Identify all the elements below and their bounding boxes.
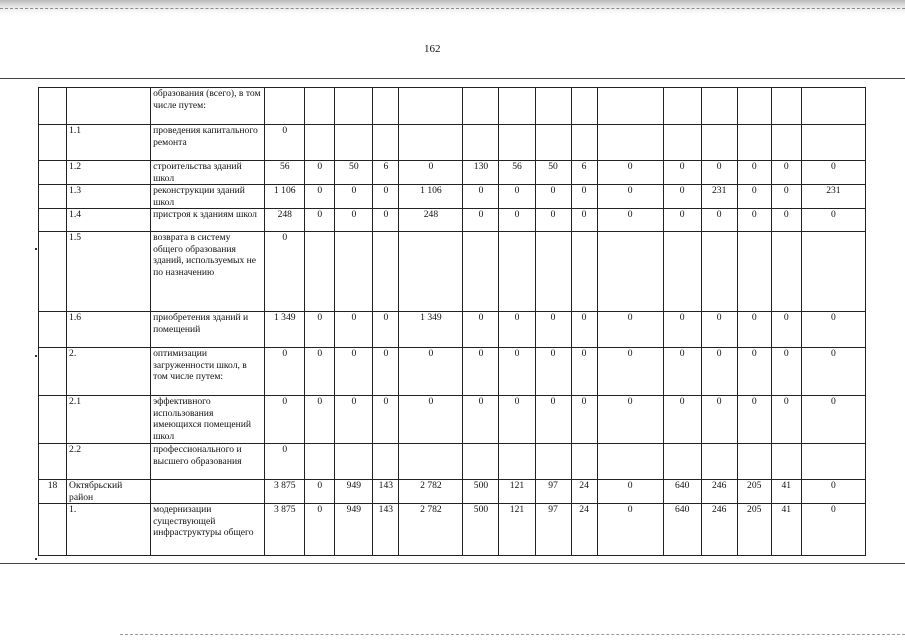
item-id-cell: 1.5 (67, 232, 151, 312)
row-number-cell (39, 396, 67, 444)
value-cell: 0 (305, 504, 335, 556)
value-cell: 0 (535, 185, 571, 209)
value-cell: 0 (373, 348, 399, 396)
item-id-cell: 1.4 (67, 209, 151, 232)
value-cell: 0 (305, 161, 335, 185)
value-cell: 0 (305, 348, 335, 396)
value-cell (801, 88, 865, 125)
value-cell: 0 (399, 161, 463, 185)
row-number-cell (39, 185, 67, 209)
value-cell: 0 (265, 444, 305, 480)
row-number-cell (39, 348, 67, 396)
value-cell (499, 88, 535, 125)
value-cell: 97 (535, 480, 571, 504)
value-cell (597, 444, 663, 480)
value-cell (597, 88, 663, 125)
value-cell: 2 782 (399, 504, 463, 556)
value-cell: 0 (801, 348, 865, 396)
value-cell: 0 (663, 161, 701, 185)
scan-top-edge (0, 0, 905, 14)
value-cell: 0 (701, 161, 737, 185)
value-cell: 1 106 (265, 185, 305, 209)
table-row (39, 232, 866, 312)
value-cell: 0 (771, 348, 801, 396)
value-cell: 0 (335, 185, 373, 209)
value-cell: 0 (335, 209, 373, 232)
value-cell: 246 (701, 504, 737, 556)
value-cell: 0 (597, 161, 663, 185)
value-cell: 0 (373, 185, 399, 209)
value-cell: 0 (701, 209, 737, 232)
value-cell (663, 125, 701, 161)
row-number-cell (39, 444, 67, 480)
row-number-cell (39, 161, 67, 185)
value-cell: 0 (499, 396, 535, 444)
value-cell (737, 125, 771, 161)
value-cell (663, 88, 701, 125)
item-id-cell: 1.1 (67, 125, 151, 161)
value-cell (305, 88, 335, 125)
value-cell: 143 (373, 504, 399, 556)
table-row (39, 444, 866, 480)
value-cell: 246 (701, 480, 737, 504)
scan-bottom-edge (120, 634, 905, 635)
value-cell: 0 (571, 396, 597, 444)
value-cell: 0 (265, 396, 305, 444)
value-cell (597, 125, 663, 161)
value-cell: 0 (597, 209, 663, 232)
value-cell: 6 (571, 161, 597, 185)
description-cell: реконструкции зданий школ (151, 185, 265, 209)
value-cell: 0 (571, 209, 597, 232)
value-cell: 50 (335, 161, 373, 185)
value-cell: 0 (801, 396, 865, 444)
value-cell: 3 875 (265, 480, 305, 504)
value-cell (535, 88, 571, 125)
value-cell: 0 (373, 312, 399, 348)
value-cell: 0 (801, 209, 865, 232)
value-cell (399, 88, 463, 125)
value-cell (463, 125, 499, 161)
description-cell: образования (всего), в том числе путем: (151, 88, 265, 125)
description-cell (151, 480, 265, 504)
value-cell (373, 444, 399, 480)
value-cell: 0 (597, 348, 663, 396)
value-cell: 231 (701, 185, 737, 209)
item-id-cell (67, 88, 151, 125)
value-cell: 248 (265, 209, 305, 232)
row-number-cell (39, 125, 67, 161)
table-row (39, 396, 866, 444)
value-cell: 949 (335, 504, 373, 556)
value-cell: 0 (771, 312, 801, 348)
value-cell: 0 (701, 348, 737, 396)
value-cell (801, 125, 865, 161)
item-id-cell: 1.3 (67, 185, 151, 209)
value-cell (499, 444, 535, 480)
value-cell: 0 (663, 312, 701, 348)
value-cell: 0 (663, 396, 701, 444)
value-cell: 41 (771, 480, 801, 504)
value-cell (701, 444, 737, 480)
value-cell: 0 (335, 396, 373, 444)
value-cell: 0 (597, 396, 663, 444)
value-cell: 50 (535, 161, 571, 185)
value-cell (463, 444, 499, 480)
value-cell: 0 (463, 312, 499, 348)
description-cell: проведения капитального ремонта (151, 125, 265, 161)
value-cell: 0 (499, 185, 535, 209)
value-cell (771, 125, 801, 161)
row-number-cell (39, 232, 67, 312)
budget-table (38, 87, 866, 556)
value-cell (373, 88, 399, 125)
value-cell (571, 232, 597, 312)
item-id-cell: 1. (67, 504, 151, 556)
value-cell: 0 (597, 312, 663, 348)
value-cell: 0 (771, 396, 801, 444)
value-cell: 0 (535, 396, 571, 444)
value-cell: 0 (305, 312, 335, 348)
value-cell (801, 232, 865, 312)
value-cell (571, 88, 597, 125)
value-cell: 0 (571, 185, 597, 209)
value-cell: 121 (499, 504, 535, 556)
value-cell: 248 (399, 209, 463, 232)
page-number: 162 (424, 43, 441, 55)
value-cell: 97 (535, 504, 571, 556)
value-cell: 231 (801, 185, 865, 209)
value-cell (663, 232, 701, 312)
value-cell (305, 232, 335, 312)
value-cell (737, 444, 771, 480)
value-cell: 640 (663, 480, 701, 504)
value-cell: 2 782 (399, 480, 463, 504)
value-cell: 0 (335, 312, 373, 348)
margin-mark (35, 355, 37, 357)
value-cell: 0 (801, 161, 865, 185)
value-cell: 0 (663, 185, 701, 209)
value-cell: 24 (571, 480, 597, 504)
value-cell: 1 349 (265, 312, 305, 348)
value-cell: 24 (571, 504, 597, 556)
value-cell: 0 (771, 161, 801, 185)
value-cell (535, 125, 571, 161)
value-cell: 205 (737, 504, 771, 556)
value-cell: 143 (373, 480, 399, 504)
value-cell: 0 (305, 480, 335, 504)
value-cell: 0 (597, 480, 663, 504)
table-row (39, 161, 866, 185)
value-cell: 0 (701, 312, 737, 348)
value-cell (499, 232, 535, 312)
value-cell (399, 125, 463, 161)
description-cell: профессионального и высшего образования (151, 444, 265, 480)
value-cell: 6 (373, 161, 399, 185)
value-cell (771, 232, 801, 312)
row-number-cell (39, 312, 67, 348)
value-cell: 0 (597, 504, 663, 556)
row-number-cell (39, 504, 67, 556)
row-number-cell (39, 88, 67, 125)
item-id-cell: 1.6 (67, 312, 151, 348)
value-cell: 0 (463, 396, 499, 444)
value-cell (535, 444, 571, 480)
value-cell: 0 (663, 348, 701, 396)
value-cell: 0 (373, 396, 399, 444)
value-cell: 1 106 (399, 185, 463, 209)
description-cell: приобретения зданий и помещений (151, 312, 265, 348)
table-row (39, 348, 866, 396)
value-cell: 1 349 (399, 312, 463, 348)
value-cell: 0 (801, 480, 865, 504)
value-cell (737, 88, 771, 125)
description-cell: пристроя к зданиям школ (151, 209, 265, 232)
description-cell: оптимизации загруженности школ, в том числе путем: (151, 348, 265, 396)
value-cell (771, 444, 801, 480)
value-cell: 0 (801, 504, 865, 556)
value-cell (335, 125, 373, 161)
value-cell: 0 (499, 348, 535, 396)
value-cell (335, 232, 373, 312)
value-cell (335, 444, 373, 480)
value-cell: 0 (499, 209, 535, 232)
value-cell: 0 (463, 348, 499, 396)
value-cell (499, 125, 535, 161)
value-cell (801, 444, 865, 480)
value-cell (663, 444, 701, 480)
table-row (39, 209, 866, 232)
value-cell: 3 875 (265, 504, 305, 556)
value-cell: 130 (463, 161, 499, 185)
table-row (39, 88, 866, 125)
table-row (39, 504, 866, 556)
value-cell: 205 (737, 480, 771, 504)
row-number-cell (39, 209, 67, 232)
header-rule (0, 78, 905, 79)
value-cell: 0 (305, 209, 335, 232)
margin-mark (35, 558, 37, 560)
description-cell: возврата в систему общего образования зданий, используемых не по назначению (151, 232, 265, 312)
description-cell: эффективного использования имеющихся помещений школ (151, 396, 265, 444)
value-cell: 121 (499, 480, 535, 504)
row-number-cell: 18 (39, 480, 67, 504)
value-cell: 0 (597, 185, 663, 209)
value-cell: 0 (463, 185, 499, 209)
value-cell: 0 (265, 348, 305, 396)
value-cell (737, 232, 771, 312)
description-cell: строительства зданий школ (151, 161, 265, 185)
value-cell: 0 (737, 396, 771, 444)
value-cell: 0 (305, 185, 335, 209)
description-cell: модернизации существующей инфраструктуры общего (151, 504, 265, 556)
value-cell (535, 232, 571, 312)
value-cell: 0 (373, 209, 399, 232)
value-cell: 0 (399, 348, 463, 396)
value-cell (265, 88, 305, 125)
value-cell (701, 232, 737, 312)
footer-rule (0, 563, 905, 564)
value-cell: 0 (335, 348, 373, 396)
value-cell (571, 444, 597, 480)
value-cell: 0 (399, 396, 463, 444)
value-cell (771, 88, 801, 125)
value-cell (701, 125, 737, 161)
value-cell: 949 (335, 480, 373, 504)
value-cell: 0 (737, 185, 771, 209)
value-cell: 0 (571, 348, 597, 396)
value-cell (399, 444, 463, 480)
value-cell (597, 232, 663, 312)
value-cell: 0 (535, 209, 571, 232)
value-cell: 0 (801, 312, 865, 348)
value-cell: 640 (663, 504, 701, 556)
value-cell: 0 (771, 185, 801, 209)
table-row (39, 125, 866, 161)
value-cell (335, 88, 373, 125)
value-cell: 0 (571, 312, 597, 348)
value-cell (373, 125, 399, 161)
value-cell: 0 (737, 209, 771, 232)
value-cell: 0 (265, 125, 305, 161)
value-cell: 41 (771, 504, 801, 556)
item-id-cell: 1.2 (67, 161, 151, 185)
value-cell: 0 (737, 348, 771, 396)
margin-mark (35, 248, 37, 250)
value-cell: 0 (737, 312, 771, 348)
value-cell (399, 232, 463, 312)
value-cell (463, 232, 499, 312)
value-cell: 0 (535, 348, 571, 396)
value-cell: 0 (499, 312, 535, 348)
item-id-cell: 2.2 (67, 444, 151, 480)
value-cell (305, 444, 335, 480)
table-row (39, 185, 866, 209)
item-id-cell: Октябрьский район (67, 480, 151, 504)
value-cell: 56 (499, 161, 535, 185)
value-cell: 500 (463, 480, 499, 504)
item-id-cell: 2.1 (67, 396, 151, 444)
table-row (39, 312, 866, 348)
table-row (39, 480, 866, 504)
value-cell: 0 (265, 232, 305, 312)
value-cell (701, 88, 737, 125)
value-cell (373, 232, 399, 312)
value-cell: 0 (663, 209, 701, 232)
value-cell: 0 (535, 312, 571, 348)
value-cell: 0 (701, 396, 737, 444)
scan-top-edge-line (0, 8, 905, 9)
value-cell: 0 (305, 396, 335, 444)
value-cell (305, 125, 335, 161)
value-cell: 500 (463, 504, 499, 556)
value-cell (463, 88, 499, 125)
value-cell: 0 (737, 161, 771, 185)
value-cell: 0 (771, 209, 801, 232)
value-cell: 56 (265, 161, 305, 185)
value-cell (571, 125, 597, 161)
item-id-cell: 2. (67, 348, 151, 396)
value-cell: 0 (463, 209, 499, 232)
